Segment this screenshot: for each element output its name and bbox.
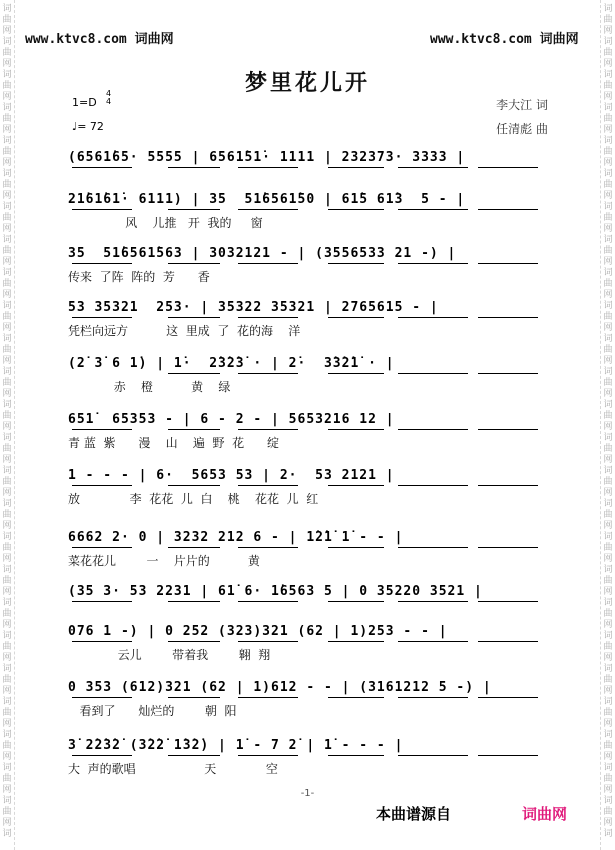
key-signature: [72, 89, 112, 109]
score-row: [68, 680, 550, 724]
lyric-line: 风 儿推 开 我的 窗: [68, 216, 263, 230]
watermark-char: 网: [603, 785, 613, 795]
beam-line: [238, 263, 298, 264]
score-row: [68, 300, 550, 344]
score-row: [68, 150, 550, 194]
watermark-char: 曲: [603, 741, 613, 751]
watermark-char: 网: [603, 554, 613, 564]
beam-line: [72, 601, 132, 602]
beam-line: [328, 547, 384, 548]
watermark-char: 词: [603, 532, 613, 542]
score-row: [68, 738, 550, 782]
watermark-char: 曲: [603, 81, 613, 91]
watermark-char: 网: [2, 521, 12, 531]
watermark-char: 词: [2, 697, 12, 707]
watermark-char: 曲: [2, 147, 12, 157]
watermark-char: 词: [2, 598, 12, 608]
notation-line: 076 1 -) | 0 252 (323)321 (62 | 1)253 - - |: [68, 624, 448, 639]
watermark-char: 网: [603, 422, 613, 432]
watermark-char: 曲: [603, 576, 613, 586]
watermark-char: 曲: [603, 279, 613, 289]
notation-line: 3̇ 2̇2̇3̇2̇ (3̇2̇2̇ 1̇3̇2̇) | 1̇ - 7 2̇ | 1̇ - - - |: [68, 738, 404, 753]
watermark-char: 网: [603, 158, 613, 168]
watermark-char: 曲: [603, 213, 613, 223]
watermark-char: 网: [603, 488, 613, 498]
beam-line: [328, 429, 384, 430]
watermark-char: 曲: [603, 477, 613, 487]
watermark-char: 曲: [603, 378, 613, 388]
watermark-char: 曲: [2, 345, 12, 355]
composer-credit: 任清彪 曲: [496, 122, 548, 136]
left-watermark-strip: [0, 0, 15, 850]
watermark-char: 词: [2, 796, 12, 806]
beam-line: [238, 167, 298, 168]
watermark-char: 词: [2, 763, 12, 773]
beam-line: [328, 317, 384, 318]
watermark-char: 网: [2, 290, 12, 300]
notation-line: 35 51̇6561̇563 | 3032121 - | (3556533 21 -) |: [68, 246, 457, 261]
watermark-char: 网: [603, 92, 613, 102]
watermark-char: 网: [2, 554, 12, 564]
watermark-char: 词: [2, 103, 12, 113]
score-row: [68, 584, 550, 628]
watermark-char: 曲: [2, 180, 12, 190]
watermark-char: 词: [2, 70, 12, 80]
lyric-line: 凭栏向远方 这 里成 了 花的海 洋: [68, 324, 301, 338]
watermark-char: 词: [2, 367, 12, 377]
watermark-char: 曲: [2, 642, 12, 652]
watermark-char: 网: [603, 455, 613, 465]
beam-line: [478, 373, 538, 374]
watermark-char: 网: [2, 719, 12, 729]
watermark-char: 曲: [603, 48, 613, 58]
watermark-char: 网: [2, 191, 12, 201]
watermark-char: 词: [603, 433, 613, 443]
watermark-char: 词: [2, 730, 12, 740]
beam-line: [168, 547, 220, 548]
beam-line: [478, 641, 538, 642]
watermark-char: 网: [603, 26, 613, 36]
watermark-char: 词: [603, 631, 613, 641]
beam-line: [328, 485, 384, 486]
beam-line: [72, 429, 132, 430]
watermark-char: 曲: [603, 675, 613, 685]
watermark-char: 曲: [2, 312, 12, 322]
watermark-char: 网: [603, 686, 613, 696]
watermark-char: 词: [2, 334, 12, 344]
watermark-char: 词: [2, 202, 12, 212]
beam-line: [168, 601, 220, 602]
beam-line: [72, 209, 132, 210]
watermark-char: 曲: [2, 48, 12, 58]
site-url-left[interactable]: www.ktvc8.com 词曲网: [25, 32, 174, 47]
beam-line: [72, 547, 132, 548]
watermark-char: 曲: [603, 147, 613, 157]
watermark-char: 词: [603, 136, 613, 146]
source-label: 本曲谱源自: [376, 805, 452, 823]
watermark-char: 曲: [2, 774, 12, 784]
watermark-char: 网: [2, 686, 12, 696]
watermark-char: 词: [603, 268, 613, 278]
key-label: 1=D: [72, 96, 97, 109]
beam-line: [478, 601, 538, 602]
beam-line: [328, 601, 384, 602]
watermark-char: 词: [2, 400, 12, 410]
time-bottom: 4: [106, 97, 112, 106]
watermark-char: 网: [603, 125, 613, 135]
lyric-line: 放 李 花花 儿 白 桃 花花 儿 红: [68, 492, 319, 506]
watermark-char: 网: [2, 488, 12, 498]
watermark-char: 网: [2, 653, 12, 663]
notation-line: 21̇61̇61̇· 6111) | 35 51̇6561̇50 | 61̇5 61̇3 5 - |: [68, 192, 466, 207]
beam-line: [168, 209, 220, 210]
watermark-char: 词: [2, 829, 12, 839]
watermark-char: 词: [603, 730, 613, 740]
watermark-char: 曲: [603, 609, 613, 619]
beam-line: [328, 697, 384, 698]
watermark-char: 词: [603, 466, 613, 476]
watermark-char: 网: [2, 224, 12, 234]
watermark-char: 网: [2, 257, 12, 267]
watermark-char: 网: [603, 521, 613, 531]
beam-line: [478, 755, 538, 756]
watermark-char: 词: [2, 301, 12, 311]
watermark-char: 网: [603, 356, 613, 366]
watermark-char: 网: [2, 389, 12, 399]
beam-line: [398, 263, 468, 264]
beam-line: [478, 263, 538, 264]
watermark-char: 网: [603, 653, 613, 663]
beam-line: [398, 209, 468, 210]
lyric-line: 赤 橙 黄 绿: [68, 380, 231, 394]
watermark-char: 词: [2, 565, 12, 575]
watermark-char: 词: [603, 367, 613, 377]
watermark-char: 曲: [2, 708, 12, 718]
time-signature: [106, 90, 111, 106]
score-row: [68, 530, 550, 574]
beam-line: [168, 697, 220, 698]
beam-line: [478, 485, 538, 486]
watermark-char: 网: [2, 752, 12, 762]
watermark-char: 词: [2, 268, 12, 278]
beam-line: [168, 641, 220, 642]
watermark-char: 词: [603, 70, 613, 80]
watermark-char: 曲: [603, 114, 613, 124]
watermark-char: 网: [2, 620, 12, 630]
watermark-char: 词: [603, 565, 613, 575]
notation-line: (2̇ 3̇ 6 1̇) | 1̇· 2̇3̇2̇3̇ · | 2̇· 3̇3̇2̇1̇ · |: [68, 356, 395, 371]
watermark-char: 网: [2, 818, 12, 828]
site-url-right[interactable]: www.ktvc8.com 词曲网: [430, 32, 579, 47]
watermark-char: 词: [603, 4, 613, 14]
watermark-char: 网: [2, 587, 12, 597]
watermark-char: 网: [2, 59, 12, 69]
notation-line: 1 - - - | 6· 5653 53 | 2· 53 2121 |: [68, 468, 395, 483]
beam-line: [238, 641, 298, 642]
beam-line: [72, 263, 132, 264]
watermark-char: 网: [2, 92, 12, 102]
notation-line: 651̇ 65353 - | 6 - 2 - | 5653216 12 |: [68, 412, 395, 427]
watermark-char: 曲: [2, 114, 12, 124]
notation-line: 53 35321 253· | 35322 35321 | 2765615 - |: [68, 300, 439, 315]
beam-line: [238, 697, 298, 698]
beam-line: [478, 429, 538, 430]
beam-line: [238, 755, 298, 756]
watermark-char: 词: [603, 103, 613, 113]
watermark-char: 网: [603, 257, 613, 267]
beam-line: [168, 755, 220, 756]
watermark-char: 曲: [603, 15, 613, 25]
beam-line: [238, 485, 298, 486]
watermark-char: 词: [603, 796, 613, 806]
watermark-char: 词: [603, 697, 613, 707]
beam-line: [72, 755, 132, 756]
notation-line: (35 3· 53 2231 | 61̇ 6· 1̇6563 5 | 0 35220 3521 |: [68, 584, 483, 599]
watermark-char: 词: [2, 37, 12, 47]
watermark-char: 曲: [2, 279, 12, 289]
watermark-char: 词: [2, 235, 12, 245]
beam-line: [398, 641, 468, 642]
watermark-char: 词: [603, 829, 613, 839]
beam-line: [328, 209, 384, 210]
beam-line: [398, 697, 468, 698]
time-top: 4: [106, 89, 112, 98]
watermark-char: 网: [2, 323, 12, 333]
notation-line: (6561̇65· 5555 | 6561̇51̇· 1111 | 232373· 3333 |: [68, 150, 466, 165]
watermark-char: 网: [603, 818, 613, 828]
watermark-char: 网: [603, 719, 613, 729]
watermark-char: 曲: [603, 543, 613, 553]
watermark-char: 曲: [2, 807, 12, 817]
watermark-char: 词: [603, 763, 613, 773]
watermark-char: 网: [603, 389, 613, 399]
watermark-char: 曲: [2, 15, 12, 25]
page-number: -1-: [300, 788, 315, 799]
watermark-char: 曲: [2, 741, 12, 751]
beam-line: [72, 485, 132, 486]
lyric-line: 云儿 带着我 翱 翔: [68, 648, 271, 662]
watermark-char: 词: [603, 235, 613, 245]
beam-line: [478, 547, 538, 548]
brand-link[interactable]: 词曲网: [522, 805, 568, 823]
watermark-char: 曲: [603, 411, 613, 421]
watermark-char: 词: [603, 499, 613, 509]
lyricist-credit: 李大江 词: [496, 98, 548, 112]
watermark-char: 网: [2, 125, 12, 135]
watermark-char: 曲: [2, 609, 12, 619]
watermark-char: 词: [2, 136, 12, 146]
notation-line: 0 353 (612)321 (62 | 1)612 - - | (3161212 5 -) |: [68, 680, 492, 695]
watermark-char: 网: [2, 422, 12, 432]
watermark-char: 词: [603, 664, 613, 674]
watermark-char: 词: [603, 400, 613, 410]
beam-line: [238, 429, 298, 430]
beam-line: [398, 373, 468, 374]
watermark-char: 曲: [2, 378, 12, 388]
score-row: [68, 412, 550, 456]
song-title: 梦里花儿开: [244, 70, 370, 96]
beam-line: [72, 317, 132, 318]
beam-line: [328, 641, 384, 642]
beam-line: [238, 601, 298, 602]
beam-line: [328, 167, 384, 168]
beam-line: [72, 697, 132, 698]
watermark-char: 词: [2, 466, 12, 476]
watermark-char: 曲: [2, 444, 12, 454]
watermark-char: 词: [2, 433, 12, 443]
watermark-char: 词: [603, 301, 613, 311]
beam-line: [398, 167, 468, 168]
watermark-char: 曲: [2, 477, 12, 487]
watermark-char: 网: [2, 785, 12, 795]
watermark-char: 曲: [2, 510, 12, 520]
watermark-char: 词: [603, 37, 613, 47]
beam-line: [328, 263, 384, 264]
beam-line: [168, 263, 220, 264]
beam-line: [238, 317, 298, 318]
watermark-char: 词: [2, 532, 12, 542]
watermark-char: 曲: [603, 774, 613, 784]
beam-line: [238, 209, 298, 210]
beam-line: [478, 167, 538, 168]
watermark-char: 网: [2, 26, 12, 36]
score-row: [68, 246, 550, 290]
watermark-char: 曲: [603, 345, 613, 355]
score-row: [68, 192, 550, 236]
beam-line: [398, 485, 468, 486]
watermark-char: 曲: [2, 411, 12, 421]
beam-line: [478, 209, 538, 210]
beam-line: [328, 755, 384, 756]
beam-line: [72, 641, 132, 642]
watermark-char: 网: [603, 191, 613, 201]
beam-line: [398, 601, 468, 602]
beam-line: [168, 317, 220, 318]
watermark-char: 曲: [2, 576, 12, 586]
beam-line: [398, 429, 468, 430]
right-watermark-strip: [600, 0, 615, 850]
watermark-char: 网: [603, 587, 613, 597]
beam-line: [328, 373, 384, 374]
watermark-char: 网: [603, 290, 613, 300]
watermark-char: 词: [2, 631, 12, 641]
score-row: [68, 624, 550, 668]
watermark-char: 曲: [2, 81, 12, 91]
watermark-char: 词: [2, 664, 12, 674]
beam-line: [398, 547, 468, 548]
score-row: [68, 468, 550, 512]
watermark-char: 网: [603, 620, 613, 630]
watermark-char: 词: [603, 598, 613, 608]
beam-line: [168, 485, 220, 486]
lyric-line: 看到了 灿烂的 朝 阳: [68, 704, 237, 718]
watermark-char: 曲: [603, 708, 613, 718]
watermark-char: 网: [2, 356, 12, 366]
watermark-char: 曲: [603, 312, 613, 322]
watermark-char: 网: [2, 158, 12, 168]
watermark-char: 网: [603, 59, 613, 69]
watermark-char: 词: [603, 169, 613, 179]
watermark-char: 词: [603, 202, 613, 212]
watermark-char: 词: [2, 4, 12, 14]
watermark-char: 网: [603, 323, 613, 333]
watermark-char: 曲: [603, 642, 613, 652]
watermark-char: 曲: [2, 213, 12, 223]
watermark-char: 词: [2, 499, 12, 509]
watermark-char: 曲: [2, 543, 12, 553]
tempo-marking: ♩= 72: [72, 120, 104, 133]
watermark-char: 曲: [603, 807, 613, 817]
beam-line: [478, 697, 538, 698]
watermark-char: 网: [2, 455, 12, 465]
beam-line: [168, 373, 220, 374]
lyric-line: 青 蓝 紫 漫 山 遍 野 花 绽: [68, 436, 279, 450]
beam-line: [168, 429, 220, 430]
watermark-char: 曲: [603, 180, 613, 190]
lyric-line: 大 声的歌唱 天 空: [68, 762, 278, 776]
watermark-char: 网: [603, 752, 613, 762]
watermark-char: 曲: [2, 675, 12, 685]
beam-line: [398, 755, 468, 756]
beam-line: [238, 373, 298, 374]
watermark-char: 曲: [2, 246, 12, 256]
score-row: [68, 356, 550, 400]
watermark-char: 词: [603, 334, 613, 344]
beam-line: [238, 547, 298, 548]
watermark-char: 曲: [603, 444, 613, 454]
watermark-char: 曲: [603, 246, 613, 256]
watermark-char: 曲: [603, 510, 613, 520]
watermark-char: 网: [603, 224, 613, 234]
beam-line: [168, 167, 220, 168]
watermark-char: 词: [2, 169, 12, 179]
notation-line: 6662 2· 0 | 3232 212 6 - | 1̇2̇1̇ 1̇ - - |: [68, 530, 404, 545]
beam-line: [478, 317, 538, 318]
beam-line: [398, 317, 468, 318]
beam-line: [72, 167, 132, 168]
lyric-line: 传来 了阵 阵的 芳 香: [68, 270, 210, 284]
lyric-line: 菜花花儿 一 片片的 黄: [68, 554, 260, 568]
